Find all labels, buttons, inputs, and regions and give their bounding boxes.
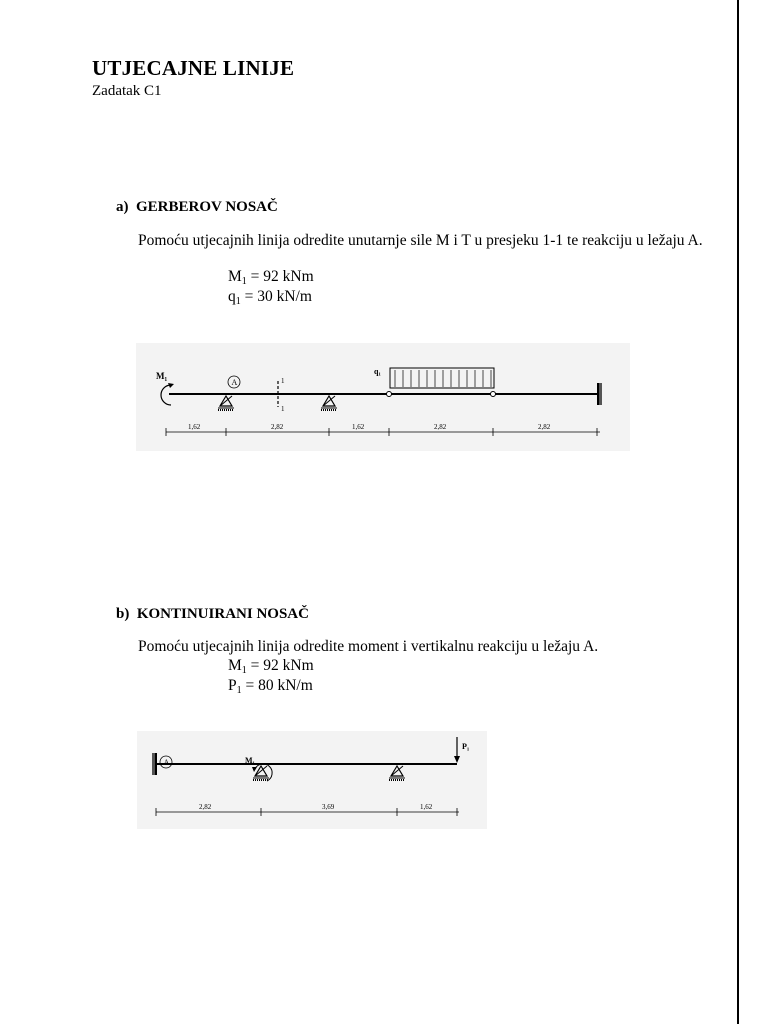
- dim-label: 1,62: [188, 423, 201, 431]
- distributed-load-icon: [390, 368, 494, 388]
- section-b-text: Pomoću utjecajnih linija odredite moment i vertikalnu reakciju u ležaju A.: [138, 638, 599, 655]
- section-mark-top: 1: [281, 377, 285, 385]
- fixed-support-icon: [152, 753, 156, 775]
- pin-support-2-icon: [321, 396, 337, 410]
- section-a-label: a): [116, 199, 129, 215]
- continuous-beam-diagram: [137, 731, 487, 829]
- section-a-given-moment: $M_1 = 92$ kNm: [228, 268, 314, 287]
- page-title: UTJECAJNE LINIJE: [92, 56, 295, 80]
- dim-label: 3,69: [322, 803, 335, 811]
- section-b-given-moment: $M_1 = 92$ kNm: [228, 657, 314, 676]
- section-a-text: Pomoću utjecajnih linija odredite unutarnje sile M i T u presjeku 1-1 te reakciju u ležaju A.: [138, 232, 703, 249]
- section-a-title: GERBEROV NOSAČ: [136, 199, 278, 215]
- load-label: q₁: [374, 367, 381, 376]
- dim-label: 2,82: [538, 423, 551, 431]
- pin-support-2-icon: [389, 766, 405, 780]
- continuous-beam-figure: [137, 731, 487, 829]
- dim-label: 1,62: [352, 423, 365, 431]
- hinge-1-icon: [387, 392, 392, 397]
- section-b-label: b): [116, 606, 130, 622]
- force-arrow-icon: [454, 737, 460, 763]
- section-mark-bottom: 1: [281, 405, 285, 413]
- gerber-beam-figure: [136, 343, 630, 451]
- section-b-given-force: $P_1 = 80$ kN/m: [228, 677, 313, 696]
- fixed-support-icon: [598, 383, 602, 405]
- support-a-label: A: [231, 378, 238, 387]
- dim-label: 2,82: [434, 423, 447, 431]
- gerber-beam-diagram: [136, 343, 630, 451]
- section-a-heading: [116, 199, 278, 216]
- section-a-given-load: $q_1 = 30$ kN/m: [228, 288, 312, 307]
- pin-support-a-icon: [218, 396, 234, 410]
- dim-label: 1,62: [420, 803, 433, 811]
- page-edge-line: [737, 0, 739, 1024]
- page-subtitle: Zadatak C1: [92, 83, 162, 99]
- force-label: P₁: [462, 742, 470, 751]
- moment-label: M₁: [245, 756, 255, 765]
- section-b-title: KONTINUIRANI NOSAČ: [136, 606, 309, 622]
- dim-label: 2,82: [199, 803, 212, 811]
- dimension-line: [166, 428, 600, 436]
- hinge-2-icon: [491, 392, 496, 397]
- dim-label: 2,82: [271, 423, 284, 431]
- support-a-label: A: [163, 758, 170, 767]
- moment-label: M₁: [156, 371, 168, 381]
- section-b-heading: [116, 606, 309, 623]
